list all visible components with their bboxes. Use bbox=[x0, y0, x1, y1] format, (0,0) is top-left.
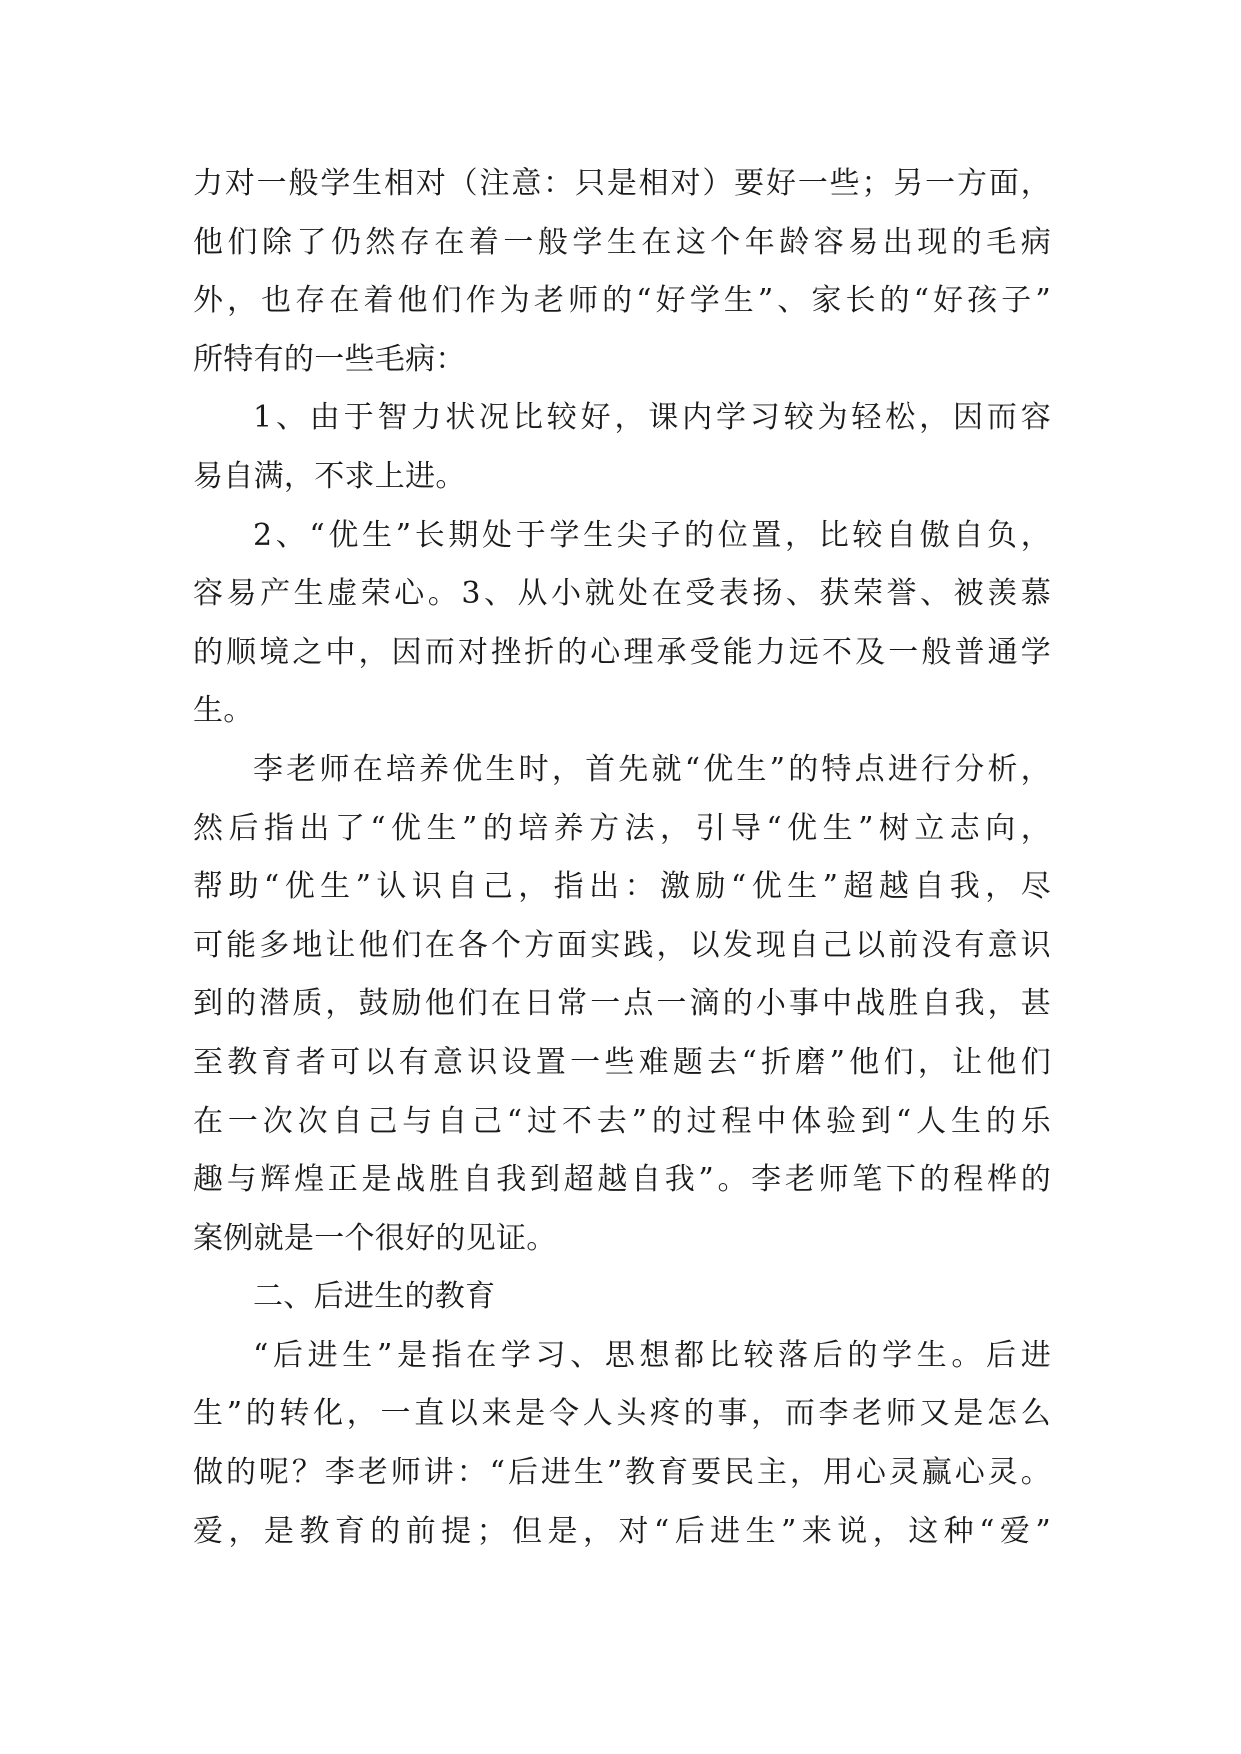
text-line: 趣与辉煌正是战胜自我到超越自我”。李老师笔下的程桦的 bbox=[193, 1162, 1051, 1198]
text-line: “后进生”是指在学习、思想都比较落后的学生。后进 bbox=[253, 1337, 1051, 1373]
text-line: 易自满，不求上进。 bbox=[193, 458, 466, 494]
text-line: 到的潜质，鼓励他们在日常一点一滴的小事中战胜自我，甚 bbox=[193, 986, 1051, 1022]
text-line: 他们除了仍然存在着一般学生在这个年龄容易出现的毛病 bbox=[193, 224, 1051, 260]
text-line: 力对一般学生相对（注意：只是相对）要好一些；另一方面， bbox=[193, 166, 1051, 201]
text-line: 可能多地让他们在各个方面实践，以发现自己以前没有意识 bbox=[193, 927, 1051, 963]
text-line: 所特有的一些毛病： bbox=[193, 341, 466, 377]
text-line: 做的呢？李老师讲：“后进生”教育要民主，用心灵赢心灵。 bbox=[193, 1455, 1051, 1491]
text-line: 帮助“优生”认识自己，指出：激励“优生”超越自我，尽 bbox=[193, 869, 1051, 905]
text-line: 容易产生虚荣心。3、从小就处在受表扬、获荣誉、被羡慕 bbox=[193, 576, 1051, 612]
text-line: 的顺境之中，因而对挫折的心理承受能力远不及一般普通学 bbox=[193, 634, 1051, 670]
text-line: 在一次次自己与自己“过不去”的过程中体验到“人生的乐 bbox=[193, 1103, 1051, 1139]
text-line: 爱，是教育的前提；但是，对“后进生”来说，这种“爱” bbox=[193, 1513, 1051, 1549]
text-line: 1、由于智力状况比较好，课内学习较为轻松，因而容 bbox=[253, 400, 1051, 436]
body-text bbox=[193, 155, 1051, 1561]
text-line: 2、“优生”长期处于学生尖子的位置，比较自傲自负， bbox=[253, 517, 1051, 553]
text-line: 案例就是一个很好的见证。 bbox=[193, 1220, 557, 1256]
text-line: 然后指出了“优生”的培养方法，引导“优生”树立志向， bbox=[193, 810, 1051, 846]
text-line: 至教育者可以有意识设置一些难题去“折磨”他们，让他们 bbox=[193, 1044, 1051, 1080]
text-line: 生。 bbox=[193, 693, 254, 729]
text-line: 李老师在培养优生时，首先就“优生”的特点进行分析， bbox=[253, 751, 1051, 787]
text-line: 生”的转化，一直以来是令人头疼的事，而李老师又是怎么 bbox=[193, 1396, 1051, 1432]
text-line: 二、后进生的教育 bbox=[253, 1279, 496, 1315]
text-line: 外，也存在着他们作为老师的“好学生”、家长的“好孩子” bbox=[193, 283, 1051, 319]
